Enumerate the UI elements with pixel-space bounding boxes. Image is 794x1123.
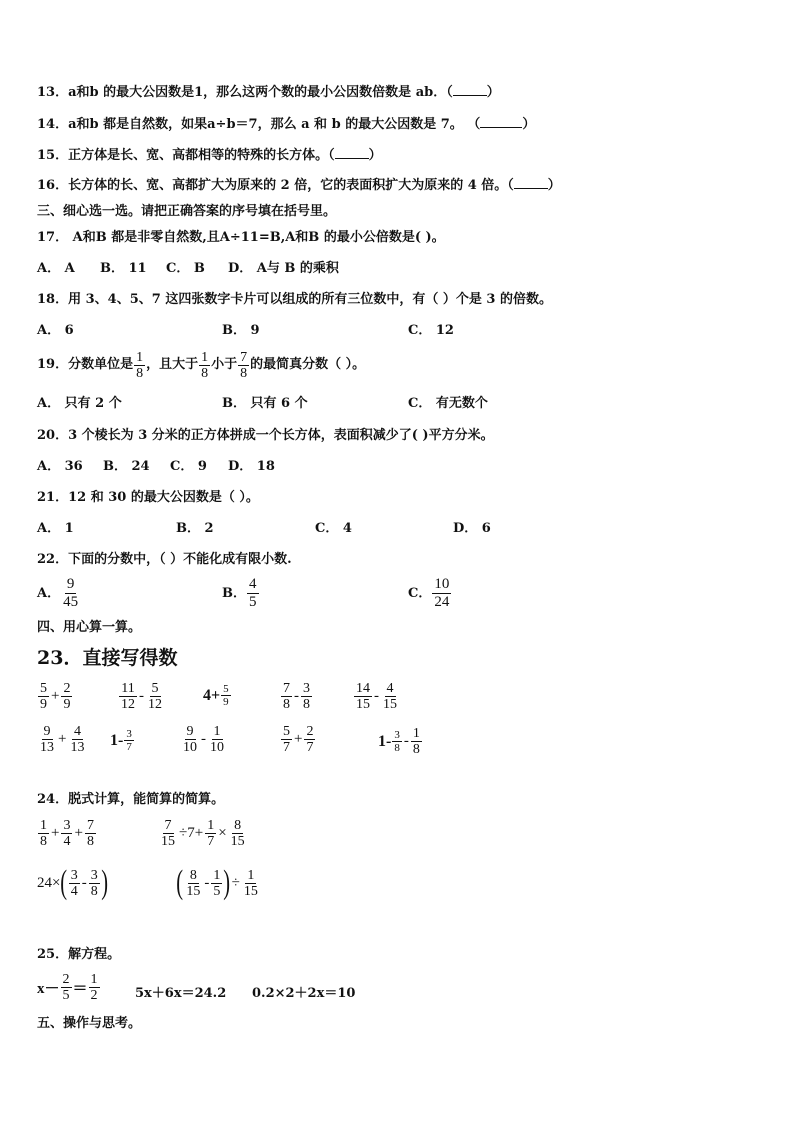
equation-3: 0.2×2＋2x＝10 xyxy=(252,986,356,1001)
option-d[interactable]: D． 6 xyxy=(453,521,491,536)
option-b[interactable]: B． 2 xyxy=(176,521,214,536)
question-18: 18．用 3、4、5、7 这四张数字卡片可以组成的所有三位数中，有（ ）个是 3 的倍数。 xyxy=(37,292,552,307)
calc-item: 11 12 - 5 12 xyxy=(121,681,162,712)
section-4-heading: 四、用心算一算。 xyxy=(37,620,142,635)
option-c[interactable]: C． 10 24 xyxy=(408,576,450,610)
fraction: 1 8 xyxy=(136,349,144,381)
option-a[interactable]: A． 9 45 xyxy=(37,576,79,610)
calc-item: 7 8 - 3 8 xyxy=(283,681,310,712)
calc-item: 24× ( 3 4 - 3 8 ) xyxy=(37,864,108,901)
question-16: 16．长方体的长、宽、高都扩大为原来的 2 倍，它的表面积扩大为原来的 4 倍。（ ） xyxy=(37,178,561,193)
equation-2: 5x＋6x＝24.2 xyxy=(135,986,227,1001)
option-b[interactable]: B． 只有 6 个 xyxy=(222,396,308,411)
calc-item: 1- 3 7 xyxy=(110,728,132,753)
calc-item: ( 8 15 - 1 5 ) ÷ $\frac{1}{15}$ xyxy=(176,864,258,901)
section-5-heading: 五、操作与思考。 xyxy=(37,1016,142,1031)
option-b[interactable]: B． 9 xyxy=(222,323,260,338)
question-19: 19．分数单位是 1 8 ，且大于 1 8 小于 7 8 的最简真分数（ ）。 xyxy=(37,349,366,381)
question-17: 17． A和B 都是非零自然数,且A÷11=B,A和B 的最小公倍数是( )。 xyxy=(37,230,445,245)
question-24-title: 24．脱式计算，能简算的简算。 xyxy=(37,792,225,807)
answer-blank[interactable] xyxy=(335,147,369,159)
question-21: 21．12 和 30 的最大公因数是（ ）。 xyxy=(37,490,259,505)
equation-1: x－ 2 5 ＝ 1 2 xyxy=(37,972,98,1003)
option-b[interactable]: B． 24 xyxy=(103,459,150,474)
question-20: 20．3 个棱长为 3 分米的正方体拼成一个长方体，表面积减少了( )平方分米。 xyxy=(37,428,494,443)
calc-item: 5 9 + $\frac{2}{9}$ xyxy=(40,681,71,712)
fraction: 7 8 xyxy=(240,349,248,381)
option-c[interactable]: C． 4 xyxy=(315,521,352,536)
question-25-title: 25．解方程。 xyxy=(37,947,121,962)
option-b[interactable]: B． 11 xyxy=(100,261,147,276)
option-a[interactable]: A． 6 xyxy=(37,323,74,338)
option-d[interactable]: D． A与 B 的乘积 xyxy=(228,261,339,276)
question-23-title: 23．直接写得数 xyxy=(37,647,178,669)
calc-item: $\frac{7}{15}$ ÷7+ $\frac{1}{7}$ × $\frac{8}{15}$ xyxy=(161,818,245,849)
option-c[interactable]: C． 有无数个 xyxy=(408,396,488,411)
answer-blank[interactable] xyxy=(514,177,548,189)
question-22: 22．下面的分数中，（ ）不能化成有限小数. xyxy=(37,552,292,567)
fraction: 1 8 xyxy=(201,349,209,381)
option-a[interactable]: A． 1 xyxy=(37,521,74,536)
answer-blank[interactable] xyxy=(480,116,522,128)
calc-item: 5 7 + $\frac{2}{7}$ xyxy=(283,724,314,755)
option-d[interactable]: D． 18 xyxy=(228,459,275,474)
calc-item: 9 10 - 1 10 xyxy=(183,724,224,755)
calc-item: 4+ $\frac{5}{9}$ xyxy=(203,683,229,708)
calc-item: 1- 3 8 - 1 8 xyxy=(378,726,420,757)
option-a[interactable]: A． 只有 2 个 xyxy=(37,396,122,411)
section-3-heading: 三、细心选一选。请把正确答案的序号填在括号里。 xyxy=(37,204,337,219)
calc-item: 9 13 + $\frac{4}{13}$ xyxy=(40,724,85,755)
question-14: 14．a和b 都是自然数，如果a÷b＝7，那么 a 和 b 的最大公因数是 7。 （ ） xyxy=(37,117,536,132)
question-15: 15．正方体是长、宽、高都相等的特殊的长方体。（ ） xyxy=(37,148,382,163)
option-a[interactable]: A． A xyxy=(37,261,75,276)
calc-item: 14 15 - 4 15 xyxy=(356,681,397,712)
question-13: 13．a和b 的最大公因数是1，那么这两个数的最小公因数倍数是 ab．（ ） xyxy=(37,85,500,100)
option-a[interactable]: A． 36 xyxy=(37,459,83,474)
answer-blank[interactable] xyxy=(453,84,487,96)
option-c[interactable]: C． B xyxy=(166,261,205,276)
calc-item: 1 8 + $\frac{3}{4}$ + $\frac{7}{8}$ xyxy=(40,818,94,849)
option-b[interactable]: B． 4 5 xyxy=(222,576,257,610)
option-c[interactable]: C． 12 xyxy=(408,323,454,338)
option-c[interactable]: C． 9 xyxy=(170,459,207,474)
